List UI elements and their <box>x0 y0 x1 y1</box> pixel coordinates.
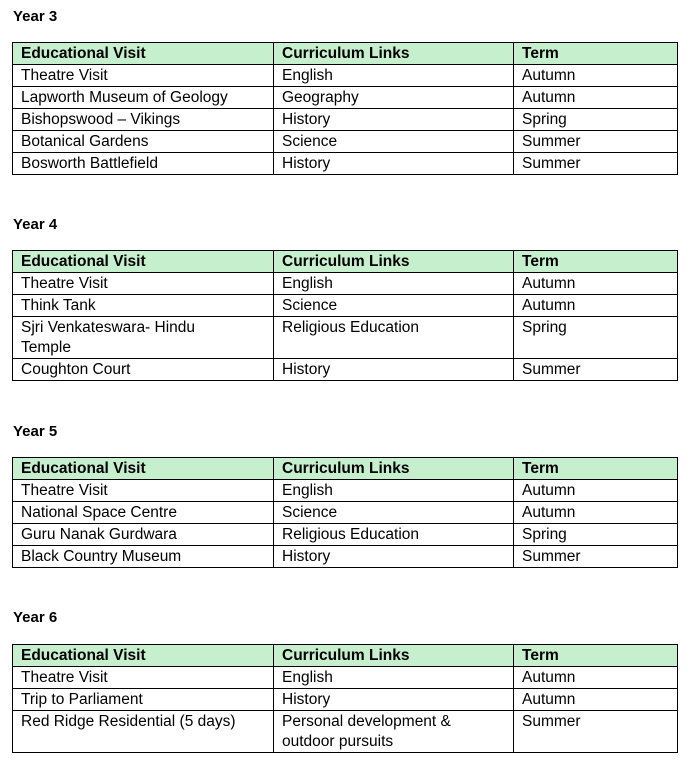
table-row <box>13 109 678 131</box>
links-cell: History <box>274 109 514 131</box>
header-curriculum-links: Curriculum Links <box>274 251 514 273</box>
visit-cell: Guru Nanak Gurdwara <box>13 524 274 546</box>
year-5-section <box>12 423 677 568</box>
links-cell: Geography <box>274 87 514 109</box>
visit-cell: Red Ridge Residential (5 days) <box>13 711 274 753</box>
table-row <box>13 359 678 381</box>
links-cell: Personal development & outdoor pursuits <box>274 711 514 753</box>
links-cell: English <box>274 667 514 689</box>
table-row <box>13 87 678 109</box>
links-cell: English <box>274 65 514 87</box>
visits-table <box>12 250 678 381</box>
header-educational-visit: Educational Visit <box>13 43 274 65</box>
year-4-section <box>12 216 677 381</box>
table-header-row <box>13 43 678 65</box>
header-term: Term <box>514 458 678 480</box>
links-cell: History <box>274 546 514 568</box>
visit-cell: Theatre Visit <box>13 480 274 502</box>
table-row <box>13 667 678 689</box>
visits-table <box>12 644 678 753</box>
table-row <box>13 480 678 502</box>
table-row <box>13 65 678 87</box>
links-cell: History <box>274 689 514 711</box>
visit-cell: Think Tank <box>13 295 274 317</box>
table-row <box>13 273 678 295</box>
term-cell: Summer <box>514 131 678 153</box>
header-educational-visit: Educational Visit <box>13 458 274 480</box>
links-cell: English <box>274 273 514 295</box>
term-cell: Autumn <box>514 667 678 689</box>
term-cell: Summer <box>514 711 678 753</box>
term-cell: Autumn <box>514 65 678 87</box>
term-cell: Summer <box>514 359 678 381</box>
table-header-row <box>13 251 678 273</box>
term-cell: Autumn <box>514 295 678 317</box>
visit-cell: Bishopswood – Vikings <box>13 109 274 131</box>
header-term: Term <box>514 43 678 65</box>
visit-cell: Theatre Visit <box>13 65 274 87</box>
visits-table <box>12 457 678 568</box>
term-cell: Summer <box>514 546 678 568</box>
header-curriculum-links: Curriculum Links <box>274 458 514 480</box>
header-curriculum-links: Curriculum Links <box>274 645 514 667</box>
visit-cell: Theatre Visit <box>13 273 274 295</box>
table-row <box>13 131 678 153</box>
links-cell: History <box>274 153 514 175</box>
table-row <box>13 295 678 317</box>
visit-cell: Botanical Gardens <box>13 131 274 153</box>
links-cell: Science <box>274 502 514 524</box>
links-cell: English <box>274 480 514 502</box>
visit-cell: National Space Centre <box>13 502 274 524</box>
table-row <box>13 524 678 546</box>
visit-cell: Theatre Visit <box>13 667 274 689</box>
table-row <box>13 546 678 568</box>
year-heading: Year 3 <box>13 8 58 25</box>
links-cell: Science <box>274 295 514 317</box>
visit-cell: Sjri Venkateswara- Hindu Temple <box>13 317 274 359</box>
year-heading: Year 6 <box>13 609 58 626</box>
visit-cell: Trip to Parliament <box>13 689 274 711</box>
year-3-section <box>12 8 677 175</box>
visit-cell: Bosworth Battlefield <box>13 153 274 175</box>
year-heading: Year 5 <box>13 423 58 440</box>
table-row <box>13 502 678 524</box>
visit-cell: Black Country Museum <box>13 546 274 568</box>
visit-cell: Lapworth Museum of Geology <box>13 87 274 109</box>
term-cell: Summer <box>514 153 678 175</box>
header-term: Term <box>514 251 678 273</box>
header-term: Term <box>514 645 678 667</box>
table-header-row <box>13 458 678 480</box>
table-row <box>13 689 678 711</box>
term-cell: Spring <box>514 109 678 131</box>
term-cell: Spring <box>514 317 678 359</box>
links-cell: History <box>274 359 514 381</box>
header-educational-visit: Educational Visit <box>13 645 274 667</box>
links-cell: Religious Education <box>274 317 514 359</box>
year-6-section <box>12 609 677 753</box>
table-row <box>13 153 678 175</box>
visit-cell: Coughton Court <box>13 359 274 381</box>
term-cell: Autumn <box>514 689 678 711</box>
table-row <box>13 711 678 753</box>
term-cell: Autumn <box>514 87 678 109</box>
links-cell: Science <box>274 131 514 153</box>
term-cell: Autumn <box>514 502 678 524</box>
term-cell: Autumn <box>514 480 678 502</box>
term-cell: Autumn <box>514 273 678 295</box>
visits-table <box>12 42 678 175</box>
year-heading: Year 4 <box>13 216 58 233</box>
term-cell: Spring <box>514 524 678 546</box>
table-header-row <box>13 645 678 667</box>
header-curriculum-links: Curriculum Links <box>274 43 514 65</box>
header-educational-visit: Educational Visit <box>13 251 274 273</box>
table-row <box>13 317 678 359</box>
links-cell: Religious Education <box>274 524 514 546</box>
